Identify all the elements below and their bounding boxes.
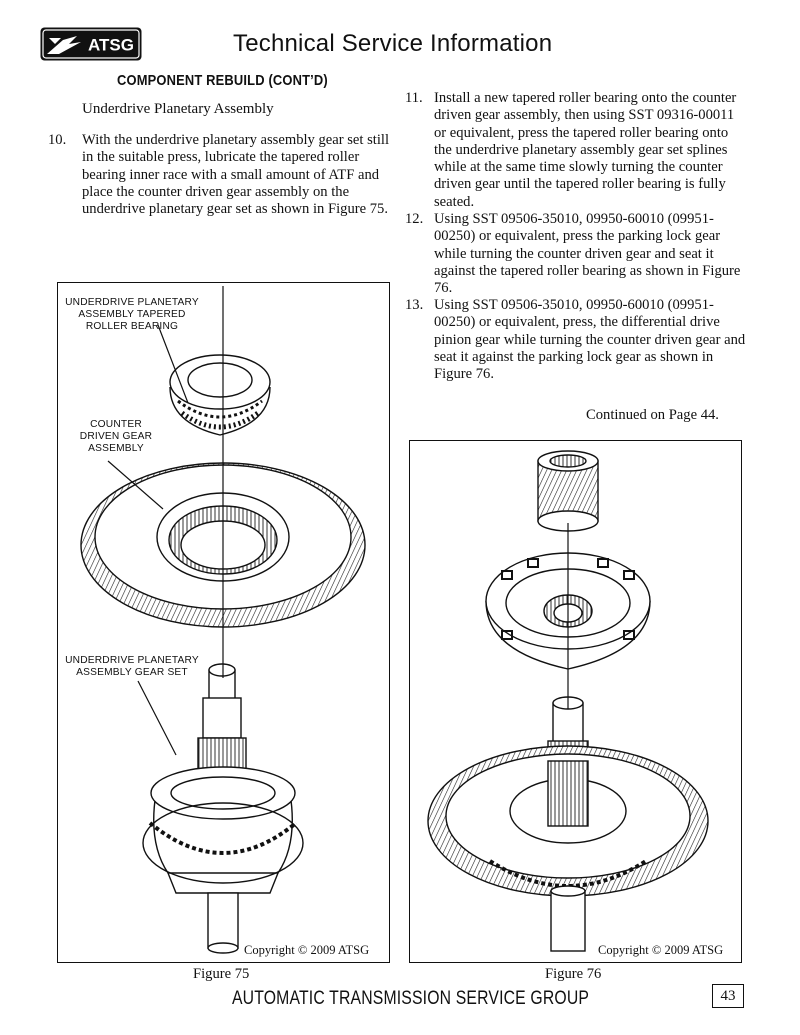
figure-76 <box>409 440 742 963</box>
atsg-logo <box>39 26 143 62</box>
page-number: 43 <box>712 984 744 1008</box>
step-text: Install a new tapered roller bearing onto the counter driven gear assembly, then using SST 09316-00011 or equivalent, press the tapered roller bearing onto the underdrive planetary assembly gear set splines while at the same time slowly turning the counter driven gear until the tapered roller bearing is fully seated. <box>434 90 737 210</box>
callout-bearing: UNDERDRIVE PLANETARY ASSEMBLY TAPERED ROLLER BEARING <box>65 297 199 332</box>
step-number: 12. <box>405 211 424 227</box>
gear-assembly-illustration <box>58 283 389 962</box>
step-text: Using SST 09506-35010, 09950-60010 (09951-00250) or equivalent, press the parking lock gear while turning the counter driven gear and seat it against the tapered roller bearing as shown in Figure 76. <box>434 211 741 297</box>
figure-75-caption: Figure 75 <box>193 966 250 982</box>
callout-gear-set: UNDERDRIVE PLANETARY ASSEMBLY GEAR SET <box>65 655 199 678</box>
copyright-note: Copyright © 2009 ATSG <box>244 943 370 957</box>
step-number: 11. <box>405 90 423 106</box>
step-text: With the underdrive planetary assembly gear set still in the suitable press, lubricate the tapered roller bearing inner race with a small amount of ATF and place the counter driven gear assembly on the underdrive planetary gear set as shown in Figure 75. <box>82 132 390 218</box>
step-text: Using SST 09506-35010, 09950-60010 (09951-00250) or equivalent, press, the differential drive pinion gear while turning the counter driven gear and seat it against the parking lock gear as shown in Figure 76. <box>434 297 746 383</box>
step-number: 10. <box>48 132 67 148</box>
step-number: 13. <box>405 297 424 313</box>
gear-assembly-illustration <box>410 441 741 962</box>
continued-note: Continued on Page 44. <box>586 407 719 423</box>
section-heading: COMPONENT REBUILD (CONT’D) <box>117 72 328 89</box>
page-title: Technical Service Information <box>233 30 553 57</box>
callout-counter-gear: COUNTER DRIVEN GEAR ASSEMBLY <box>79 419 153 454</box>
figure-76-caption: Figure 76 <box>545 966 602 982</box>
footer-group-name: AUTOMATIC TRANSMISSION SERVICE GROUP <box>232 988 590 1009</box>
sub-heading: Underdrive Planetary Assembly <box>82 101 274 117</box>
copyright-note: Copyright © 2009 ATSG <box>598 943 724 957</box>
svg-text:ATSG: ATSG <box>88 35 134 55</box>
figure-75 <box>57 282 390 963</box>
